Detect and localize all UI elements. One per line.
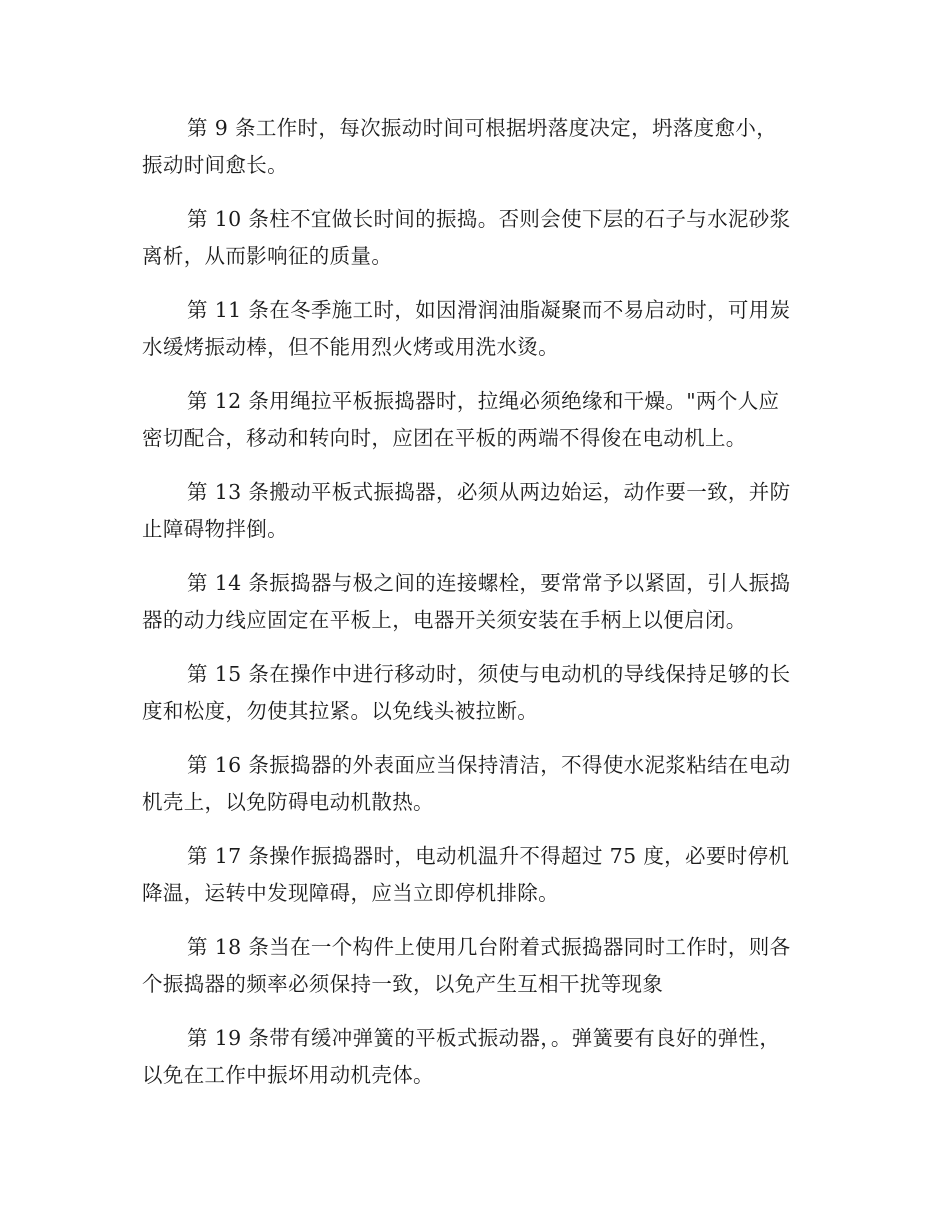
paragraph-line: 第 19 条带有缓冲弹簧的平板式振动器，。弹簧要有良好的弹性，: [187, 1026, 781, 1050]
paragraph-line: 第 12 条用绳拉平板振捣器时，拉绳必须绝缘和干燥。"两个人应: [187, 389, 780, 413]
paragraph-line: 器的动力线应固定在平板上，电器开关须安装在手柄上以便启闭。: [142, 608, 747, 632]
article-12-paragraph: [142, 383, 812, 457]
paragraph-line: 离析，从而影响征的质量。: [142, 244, 393, 268]
article-18-paragraph: [142, 929, 812, 1003]
paragraph-line: 度和松度，勿使其拉紧。以免线头被拉断。: [142, 699, 539, 723]
paragraph-line: 第 18 条当在一个构件上使用几台附着式振捣器同时工作时，则各: [187, 935, 791, 959]
paragraph-line: 第 13 条搬动平板式振捣器，必须从两边始运，动作要一致，并防: [187, 480, 791, 504]
paragraph-line: 第 14 条振捣器与极之间的连接螺栓，要常常予以紧固，引人振捣: [187, 571, 791, 595]
article-16-paragraph: [142, 747, 812, 821]
article-10-paragraph: [142, 201, 812, 275]
article-19-paragraph: [142, 1020, 812, 1094]
document-body: [142, 110, 812, 1111]
paragraph-line: 降温，运转中发现障碍，应当立即停机排除。: [142, 881, 559, 905]
paragraph-line: 第 11 条在冬季施工时，如因滑润油脂凝聚而不易启动时，可用炭: [187, 298, 791, 322]
article-13-paragraph: [142, 474, 812, 548]
paragraph-line: 第 10 条柱不宜做长时间的振捣。否则会使下层的石子与水泥砂浆: [187, 207, 791, 231]
article-9-paragraph: [142, 110, 812, 184]
paragraph-line: 机壳上，以免防碍电动机散热。: [142, 790, 434, 814]
paragraph-line: 振动时间愈长。: [142, 153, 288, 177]
paragraph-line: 第 17 条操作振捣器时，电动机温升不得超过 75 度，必要时停机: [187, 844, 790, 868]
paragraph-line: 第 15 条在操作中进行移动时，须使与电动机的导线保持足够的长: [187, 662, 791, 686]
paragraph-line: 止障碍物拌倒。: [142, 517, 288, 541]
article-11-paragraph: [142, 292, 812, 366]
paragraph-line: 第 16 条振捣器的外表面应当保持清洁，不得使水泥浆粘结在电动: [187, 753, 791, 777]
paragraph-line: 水缓烤振动棒，但不能用烈火烤或用洗水烫。: [142, 335, 559, 359]
paragraph-line: 密切配合，移动和转向时，应团在平板的两端不得俊在电动机上。: [142, 426, 747, 450]
article-15-paragraph: [142, 656, 812, 730]
paragraph-line: 以免在工作中振坏用动机壳体。: [142, 1063, 434, 1087]
paragraph-line: 个振捣器的频率必须保持一致，以免产生互相干扰等现象: [142, 972, 664, 996]
article-17-paragraph: [142, 838, 812, 912]
paragraph-line: 第 9 条工作时，每次振动时间可根据坍落度决定，坍落度愈小，: [187, 116, 778, 140]
article-14-paragraph: [142, 565, 812, 639]
